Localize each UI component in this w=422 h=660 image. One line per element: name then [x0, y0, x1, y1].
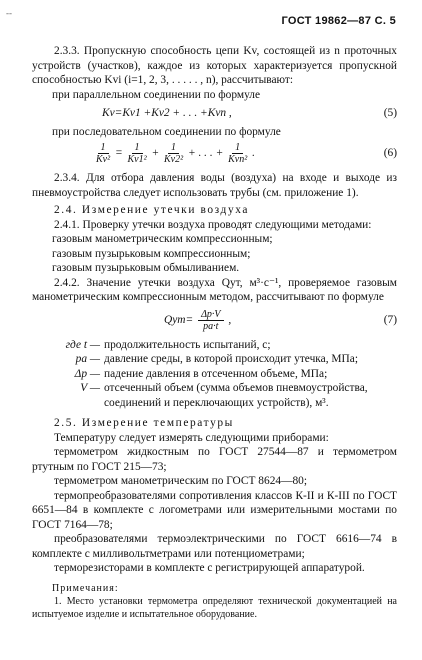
paragraph-2-3-4: 2.3.4. Для отбора давления воды (воздуха) на входе и выходе из пневмоустройства следует использовать трубы (см. приложение 1). — [32, 172, 397, 199]
instrument-1: термометром жидкостным по ГОСТ 27544—87 и термометром ртутным по ГОСТ 215—73; — [32, 446, 397, 473]
section-2-4-title: 2.4. Измерение утечки воздуха — [54, 204, 250, 216]
formula-7-number: (7) — [383, 313, 397, 326]
formula-6 — [32, 142, 397, 165]
legend-row: Δp — падение давления в отсеченном объеме, МПа; — [74, 367, 328, 380]
formula-6-expr: $\frac{1}{\text{Kv²}}$ = $\frac{1}{\text{Kv1²}}$ + $\frac{1}{\text{Kv2²}}$ + . . . + $\frac{1}{\text{Kvn²}}$ . — [96, 142, 255, 165]
serial-intro: при последовательном соединении по формуле — [52, 125, 281, 138]
notes-title: Примечания: — [52, 582, 119, 594]
formula-6-number: (6) — [383, 147, 397, 160]
main-text — [32, 44, 397, 621]
instrument-3: термопреобразователями сопротивления классов К-II и К-III по ГОСТ 6651—84 в комплекте с логометрами или измерительными мостами по ГОСТ 7164—78; — [32, 489, 397, 531]
page-header: ГОСТ 19862—87 С. 5 — [281, 15, 396, 27]
paragraph-2-5: Температуру следует измерять следующими приборами: — [54, 431, 329, 444]
formula-5-expr: Kv=Kv1 +Kv2 + . . . +Kvn , — [102, 107, 232, 119]
parallel-intro: при параллельном соединении по формуле — [52, 88, 261, 101]
paragraph-2-3-3: 2.3.3. Пропускную способность цепи Kv, состоящей из n проточных устройств (участков), каждое из которых характеризуется пропускной способностью Kvi (i=1, 2, 3, . . . . . , n), рассчитывают: — [32, 45, 397, 86]
section-2-5-title: 2.5. Измерение температуры — [54, 417, 234, 429]
instrument-5: терморезисторами в комплекте с регистрирующей аппаратурой. — [54, 562, 365, 574]
formula-7 — [32, 309, 397, 332]
method-3: газовым пузырьковым обмыливанием. — [52, 262, 240, 274]
formula-5-number: (5) — [383, 107, 397, 119]
note-1: 1. Место установки термометра определяют технической документацией на испытуемое изделие и испытательное оборудование. — [32, 596, 397, 620]
formula-7-legend — [42, 338, 397, 411]
paragraph-2-4-2: 2.4.2. Значение утечки воздуха Qут, м³·с⁻¹, проверяемое газовым манометрическим компрессионным методом, рассчитывают по формуле — [32, 276, 397, 303]
legend-row: pa — давление среды, в которой происходит утечка, МПа; — [75, 353, 358, 365]
method-1: газовым манометрическим компрессионным; — [52, 233, 273, 245]
instrument-4: преобразователями термоэлектрическими по ГОСТ 6616—74 в комплекте с милливольтметрами или потенциометрами; — [32, 533, 397, 560]
corner-mark: -- — [6, 8, 12, 18]
formula-6-term-2: $\frac{1}{\text{Kv2²}}$ — [164, 142, 184, 165]
formula-6-lhs: $\frac{1}{\text{Kv²}}$ — [96, 142, 111, 165]
method-2: газовым пузырьковым компрессионным; — [52, 247, 251, 260]
legend-row: V — отсеченный объем (сумма объемов пневмоустройства, соединений и переключающих устройств), м³. — [80, 382, 368, 409]
legend-row: где t — продолжительность испытаний, с; — [65, 338, 271, 351]
formula-5 — [32, 106, 397, 121]
instrument-2: термометром манометрическим по ГОСТ 8624—80; — [54, 475, 308, 487]
formula-6-term-n: $\frac{1}{\text{Kvn²}}$ — [228, 142, 248, 165]
formula-7-expr: Qут= $\frac{\Delta p\cdot V}{pa\cdot t}$ , — [164, 308, 232, 332]
formula-6-term-1: $\frac{1}{\text{Kv1²}}$ — [127, 142, 147, 165]
paragraph-2-4-1: 2.4.1. Проверку утечки воздуха проводят следующими методами: — [54, 218, 372, 231]
formula-7-fraction: $\frac{\Delta p\cdot V}{pa\cdot t}$ — [198, 309, 223, 332]
